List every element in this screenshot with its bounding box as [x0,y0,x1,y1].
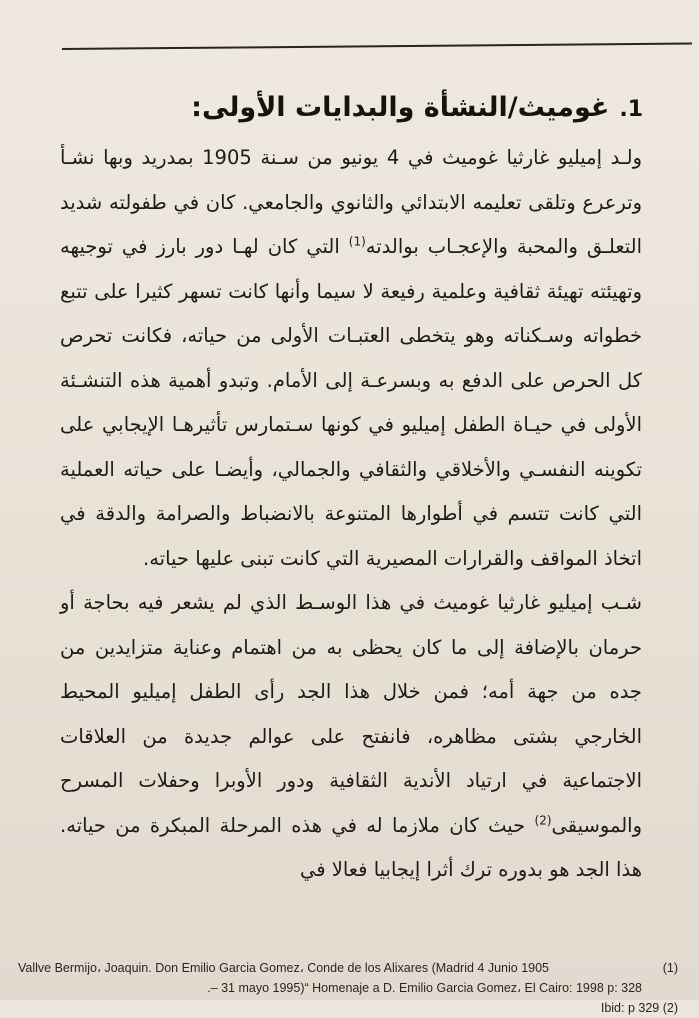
body-text [60,136,642,893]
footnote-1 [18,958,678,998]
footnote-1-number: (1) [662,961,678,975]
paragraph-1-continued: التي كان لهـا دور بارز في توجيهه وتهيئته تهيئة ثقافية وعلمية رفيعة لا سيما وأنها كانت تسهر كثيرا على تتبع خطواته وسـكناته وهو يتخطى العتبـات الأولى من حياته، فكانت تحرص كل الحرص على الدفع به وبسرعـة إلى الأمام. وتبدو أهمية هذه التنشـئة الأولى في حيـاة الطفل إميليو في كونها سـتمارس تأثيرهـا الإيجابي على تكوينه النفسـي والأخلاقي والثقافي والجمالي، وأيضـا على حياته العملية التي كانت تتسم في أطوارها المتنوعة بالانضباط والصرامة والدقة في اتخاذ المواقف والقرارات المصيرية التي كانت تبنى عليها حياته. [60,235,642,570]
section-heading [191,88,643,130]
footnote-1-line-2: .– 31 mayo 1995)“ Homenaje a D. Emilio Garcia Gomez، El Cairo: 1998 p: 328 [207,981,642,995]
paragraph-2-text: شـب إميليو غارثيا غوميث في هذا الوسـط الذي لم يشعر فيه بحاجة أو حرمان بالإضافة إلى ما كان يحظى به من اهتمام وعناية متزايدين من جده من جهة أمه؛ فمن خلال هذا الجد رأى الطفل إميليو المحيط الخارجي بشتى مظاهره، فانفتح على عوالم جديدة من العلاقات الاجتماعية في ارتياد الأندية الثقافية ودور الأوبرا وحفلات المسرح والموسيقى [60,591,642,837]
footnote-2-text: Ibid: p 329 [600,1001,660,1015]
paragraph-2-continued: حيث كان ملازما له في هذه المرحلة المبكرة من حياته. هذا الجد هو بدوره ترك أثرا إيجابيا فعالا في [60,813,642,881]
section-title: غوميث/النشأة والبدايات الأولى: [191,92,610,123]
footnote-ref-2: (2) [534,813,552,827]
footnote-ref-1: (1) [348,234,366,249]
section-number: 1. [619,97,643,122]
header-rule [62,43,692,50]
footnote-2-number: (2) [662,1001,678,1015]
footnote-2 [601,998,678,1018]
paragraph-2 [60,581,642,893]
paragraph-1 [60,136,642,581]
footnote-1-line-1: Vallve Bermijo، Joaquin. Don Emilio Garcia Gomez، Conde de los Alixares (Madrid 4 Junio 1905 [18,961,550,975]
paragraph-1-text: ولـد إميليو غارثيا غوميث في 4 يونيو من سـنة 1905 بمدريد وبها نشـأ وترعرع وتلقى تعليمه الابتدائي والثانوي والجامعي. كان في طفولته شديد التعلـق والمحبة والإعجـاب بوالدته [60,146,642,258]
footnotes [18,958,678,1015]
